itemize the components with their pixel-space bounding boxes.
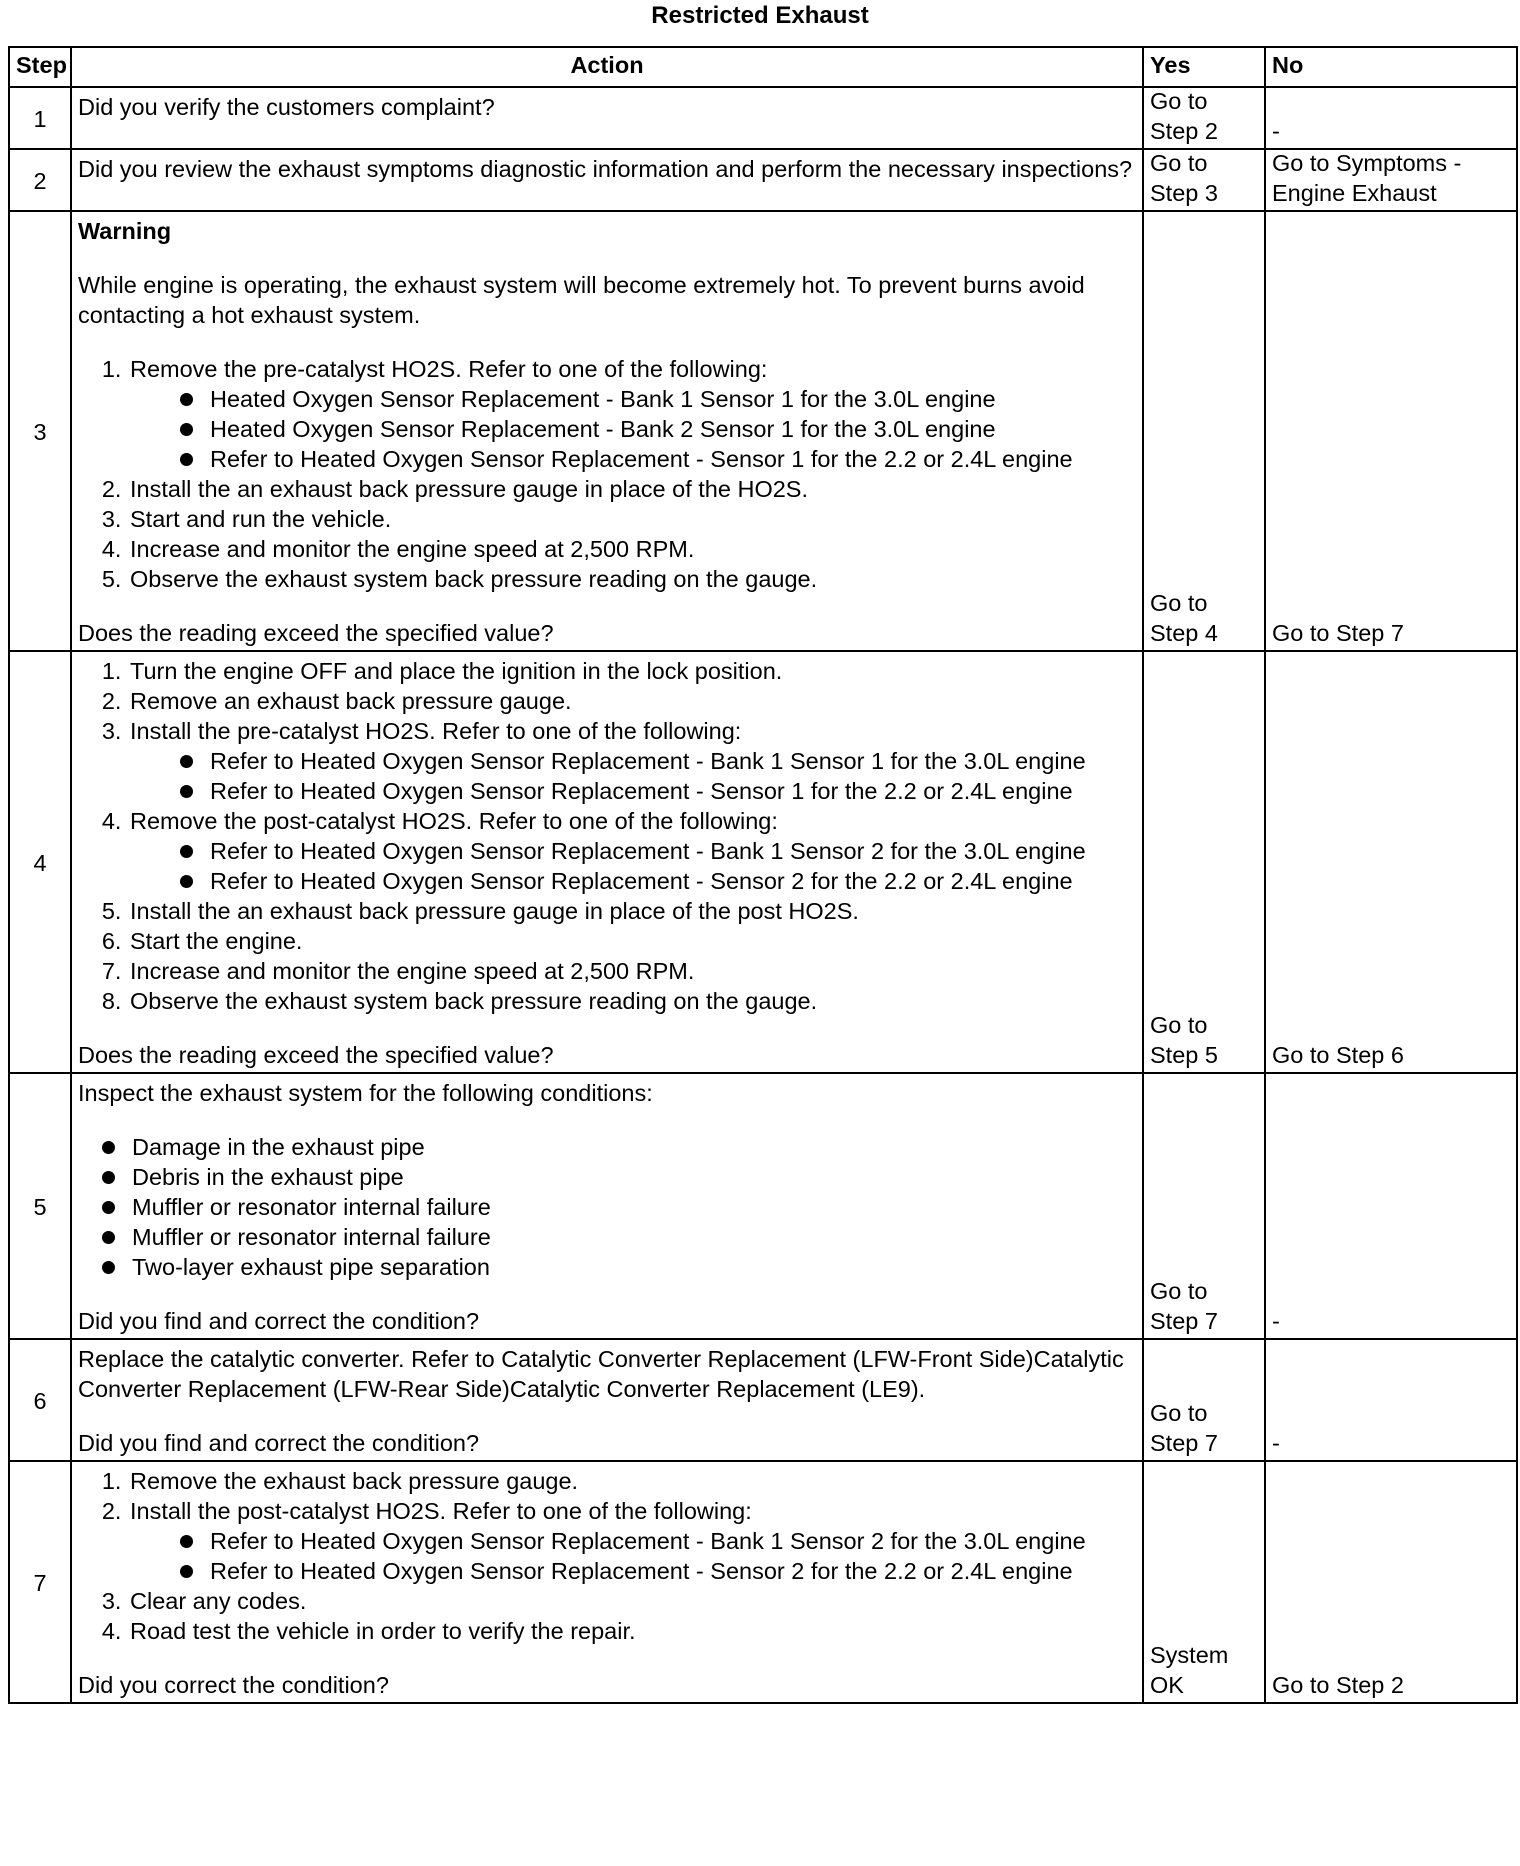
- yes-answer: Go to Step 4: [1150, 590, 1218, 646]
- procedure-item-text: Install the post-catalyst HO2S. Refer to one of the following:: [130, 1498, 752, 1524]
- no-cell: [1265, 149, 1517, 211]
- yes-cell: [1143, 211, 1265, 651]
- procedure-item: 2. Remove an exhaust back pressure gauge.: [128, 686, 1136, 716]
- procedure-item-text: Install the pre-catalyst HO2S. Refer to one of the following:: [130, 718, 742, 744]
- yes-cell: [1143, 1073, 1265, 1339]
- procedure-item: 5. Observe the exhaust system back pressure reading on the gauge.: [128, 564, 1136, 594]
- yes-cell: [1143, 149, 1265, 211]
- table-row: [9, 1461, 1517, 1703]
- no-answer: Go to Step 6: [1272, 1042, 1404, 1068]
- yes-answer: Go to Step 5: [1150, 1012, 1218, 1068]
- no-answer: -: [1272, 118, 1280, 144]
- condition-item: Two-layer exhaust pipe separation: [102, 1252, 1136, 1282]
- procedure-item: 8. Observe the exhaust system back pressure reading on the gauge.: [128, 986, 1136, 1016]
- condition-item: Muffler or resonator internal failure: [102, 1192, 1136, 1222]
- no-cell: [1265, 1339, 1517, 1461]
- yes-cell: [1143, 1339, 1265, 1461]
- yes-cell: [1143, 87, 1265, 149]
- yes-answer: Go to Step 7: [1150, 1278, 1218, 1334]
- page-title: Restricted Exhaust: [651, 2, 869, 29]
- yes-answer: Go to Step 7: [1150, 1400, 1218, 1456]
- action-cell: [71, 1461, 1143, 1703]
- procedure-item: 5. Install the an exhaust back pressure gauge in place of the post HO2S.: [128, 896, 1136, 926]
- reference-item: Heated Oxygen Sensor Replacement - Bank 1 Sensor 1 for the 3.0L engine: [180, 384, 1136, 414]
- condition-item: Muffler or resonator internal failure: [102, 1222, 1136, 1252]
- procedure-item: 4. Increase and monitor the engine speed at 2,500 RPM.: [128, 534, 1136, 564]
- no-cell: [1265, 651, 1517, 1073]
- procedure-item: [128, 354, 1136, 474]
- action-question: Does the reading exceed the specified value?: [78, 620, 554, 646]
- step-number: 5: [9, 1073, 71, 1339]
- action-question: Did you verify the customers complaint?: [78, 94, 495, 120]
- procedure-list: [78, 354, 1136, 594]
- procedure-item: 3. Start and run the vehicle.: [128, 504, 1136, 534]
- action-cell: [71, 149, 1143, 211]
- reference-list: [130, 1526, 1136, 1586]
- procedure-item-text: Remove the post-catalyst HO2S. Refer to one of the following:: [130, 808, 778, 834]
- table-row: [9, 87, 1517, 149]
- action-intro: Inspect the exhaust system for the following conditions:: [78, 1080, 653, 1106]
- action-cell: [71, 87, 1143, 149]
- table-row: [9, 1073, 1517, 1339]
- reference-item: Refer to Heated Oxygen Sensor Replacement - Bank 1 Sensor 2 for the 3.0L engine: [180, 1526, 1136, 1556]
- header-step: Step: [9, 47, 71, 87]
- reference-item: Refer to Heated Oxygen Sensor Replacement - Sensor 1 for the 2.2 or 2.4L engine: [180, 444, 1136, 474]
- yes-answer: Go to Step 3: [1150, 150, 1218, 206]
- action-question: Did you correct the condition?: [78, 1672, 389, 1698]
- action-cell: [71, 1339, 1143, 1461]
- action-cell: [71, 651, 1143, 1073]
- warning-title: Warning: [78, 218, 172, 244]
- step-number: 4: [9, 651, 71, 1073]
- no-answer: Go to Step 7: [1272, 620, 1404, 646]
- table-row: [9, 211, 1517, 651]
- reference-list: [130, 384, 1136, 474]
- table-row: [9, 1339, 1517, 1461]
- reference-item: Refer to Heated Oxygen Sensor Replacement - Bank 1 Sensor 1 for the 3.0L engine: [180, 746, 1136, 776]
- no-answer: Go to Symptoms - Engine Exhaust: [1272, 150, 1462, 206]
- procedure-item: 3. Clear any codes.: [128, 1586, 1136, 1616]
- condition-item: Damage in the exhaust pipe: [102, 1132, 1136, 1162]
- no-cell: [1265, 1073, 1517, 1339]
- step-number: 3: [9, 211, 71, 651]
- header-yes: Yes: [1143, 47, 1265, 87]
- procedure-item: 1. Remove the exhaust back pressure gauge.: [128, 1466, 1136, 1496]
- action-cell: [71, 211, 1143, 651]
- condition-list: [78, 1132, 1136, 1282]
- action-question: Did you review the exhaust symptoms diagnostic information and perform the necessary inspections?: [78, 156, 1133, 182]
- procedure-item: 2. Install the an exhaust back pressure gauge in place of the HO2S.: [128, 474, 1136, 504]
- action-cell: [71, 1073, 1143, 1339]
- action-question: Did you find and correct the condition?: [78, 1308, 480, 1334]
- action-question: Does the reading exceed the specified value?: [78, 1042, 554, 1068]
- procedure-item: [128, 716, 1136, 806]
- reference-item: Heated Oxygen Sensor Replacement - Bank 2 Sensor 1 for the 3.0L engine: [180, 414, 1136, 444]
- yes-answer: Go to Step 2: [1150, 88, 1218, 144]
- procedure-item: 7. Increase and monitor the engine speed at 2,500 RPM.: [128, 956, 1136, 986]
- reference-item: Refer to Heated Oxygen Sensor Replacement - Sensor 2 for the 2.2 or 2.4L engine: [180, 1556, 1136, 1586]
- no-cell: [1265, 211, 1517, 651]
- procedure-item-text: Remove the pre-catalyst HO2S. Refer to one of the following:: [130, 356, 768, 382]
- reference-list: [130, 836, 1136, 896]
- no-cell: [1265, 87, 1517, 149]
- header-no: No: [1265, 47, 1517, 87]
- no-answer: -: [1272, 1430, 1280, 1456]
- diagnostic-table: [8, 46, 1518, 1704]
- header-row: [9, 47, 1517, 87]
- table-row: [9, 651, 1517, 1073]
- yes-answer: System OK: [1150, 1642, 1229, 1698]
- table-row: [9, 149, 1517, 211]
- header-action: Action: [71, 47, 1143, 87]
- step-number: 7: [9, 1461, 71, 1703]
- reference-item: Refer to Heated Oxygen Sensor Replacement - Sensor 1 for the 2.2 or 2.4L engine: [180, 776, 1136, 806]
- no-cell: [1265, 1461, 1517, 1703]
- reference-item: Refer to Heated Oxygen Sensor Replacement - Sensor 2 for the 2.2 or 2.4L engine: [180, 866, 1136, 896]
- step-number: 6: [9, 1339, 71, 1461]
- no-answer: Go to Step 2: [1272, 1672, 1404, 1698]
- procedure-item: 1. Turn the engine OFF and place the ignition in the lock position.: [128, 656, 1136, 686]
- warning-text: While engine is operating, the exhaust system will become extremely hot. To prevent burns avoid contacting a hot exhaust system.: [78, 272, 1085, 328]
- step-number: 2: [9, 149, 71, 211]
- procedure-list: [78, 656, 1136, 1016]
- action-question: Did you find and correct the condition?: [78, 1430, 480, 1456]
- procedure-list: [78, 1466, 1136, 1646]
- step-number: 1: [9, 87, 71, 149]
- procedure-item: 6. Start the engine.: [128, 926, 1136, 956]
- procedure-item: [128, 1496, 1136, 1586]
- yes-cell: [1143, 651, 1265, 1073]
- yes-cell: [1143, 1461, 1265, 1703]
- reference-list: [130, 746, 1136, 806]
- no-answer: -: [1272, 1308, 1280, 1334]
- reference-item: Refer to Heated Oxygen Sensor Replacement - Bank 1 Sensor 2 for the 3.0L engine: [180, 836, 1136, 866]
- procedure-item: 4. Road test the vehicle in order to verify the repair.: [128, 1616, 1136, 1646]
- action-text: Replace the catalytic converter. Refer to Catalytic Converter Replacement (LFW-Front Side)Catalytic Converter Replacement (LFW-Rear Side)Catalytic Converter Replacement (LE9).: [78, 1346, 1124, 1402]
- condition-item: Debris in the exhaust pipe: [102, 1162, 1136, 1192]
- procedure-item: [128, 806, 1136, 896]
